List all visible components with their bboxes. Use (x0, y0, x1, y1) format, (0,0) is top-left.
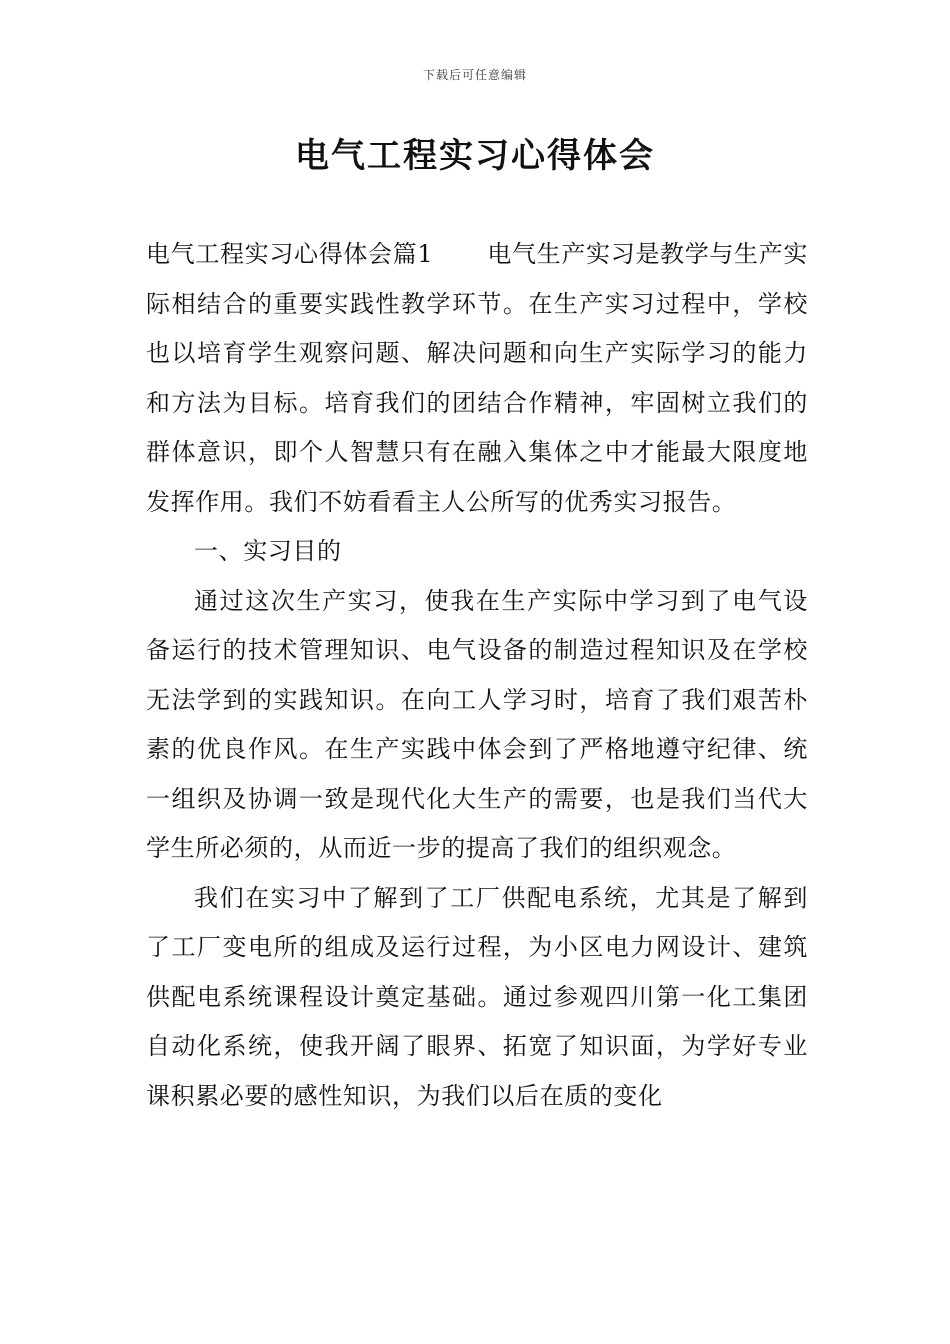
paragraph: 通过这次生产实习，使我在生产实际中学习到了电气设备运行的技术管理知识、电气设备的制造过程知识及在学校无法学到的实践知识。在向工人学习时，培育了我们艰苦朴素的优良作风。在生产实践中体会到了严格地遵守纪律、统一组织及协调一致是现代化大生产的需要，也是我们当代大学生所必须的，从而近一步的提高了我们的组织观念。 (146, 586, 808, 862)
document-body (146, 230, 808, 1121)
lead-label: 电气工程实习心得体会篇1 (146, 240, 434, 268)
paragraph: 我们在实习中了解到了工厂供配电系统，尤其是了解到了工厂变电所的组成及运行过程，为小区电力网设计、建筑供配电系统课程设计奠定基础。通过参观四川第一化工集团自动化系统，使我开阔了眼界、拓宽了知识面，为学好专业课积累必要的感性知识，为我们以后在质的变化 (146, 883, 808, 1110)
lead-paragraph (146, 230, 808, 527)
lead-text: 电气生产实习是教学与生产实际相结合的重要实践性教学环节。在生产实习过程中，学校也以培育学生观察问题、解决问题和向生产实际学习的能力和方法为目标。培育我们的团结合作精神，牢固树立我们的群体意识，即个人智慧只有在融入集体之中才能最大限度地发挥作用。我们不妨看看主人公所写的优秀实习报告。 (146, 240, 808, 516)
header-note: 下载后可任意编辑 (422, 68, 527, 82)
document-title: 电气工程实习心得体会 (295, 136, 655, 176)
section-heading: 一、实习目的 (194, 537, 342, 565)
